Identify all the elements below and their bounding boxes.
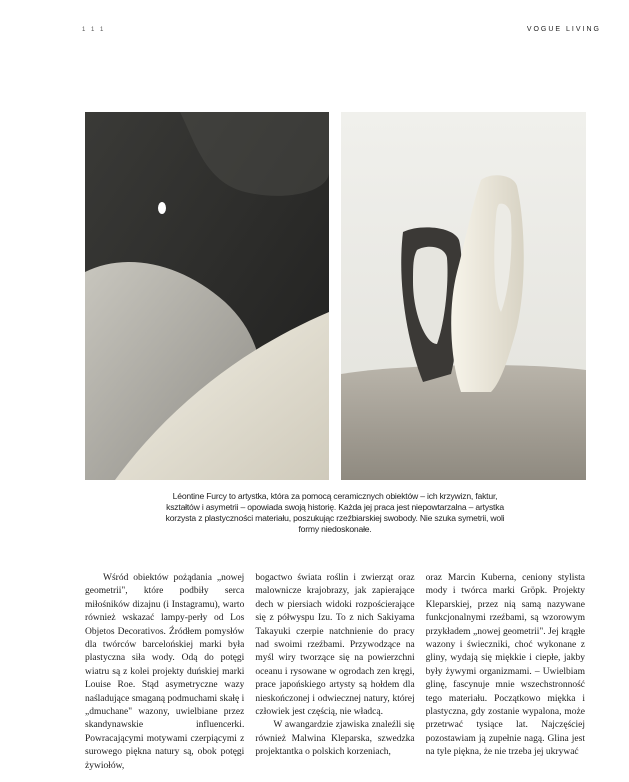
article-body [85,572,585,777]
page-folio: 1 1 1 [82,27,106,33]
article-column-3 [426,572,585,777]
article-paragraph: W awangardzie zjawiska znaleźli się również Malwina Kleparska, szwedzka projektantka o polskich korzeniach, [255,720,415,758]
article-paragraph: bogactwo świata roślin i zwierząt oraz malownicze krajobrazy, jak zapierające dech w piersiach widoki rozpościerające się z półwyspu Izu. To z nich Sakiyama Takayuki czerpie natchnienie do pracy nad swoimi rzeźbami. Przywodzące na myśl wiry tworzące się na powierzchni oceanu i rysowane w ogrodach zen kręgi, prace japońskiego artysty są hołdem dla nieskończonej i odwiecznej natury, której człowiek jest częścią, nie władcą. [255,573,415,718]
article-paragraph: oraz Marcin Kuberna, ceniony stylista mody i twórca marki Gröpk. Projekty Kleparskiej, przez nią samą nazywane funkcjonalnymi rzeźbami, są wzorowym przykładem „nowej geometrii". Jej krągłe wazony i świeczniki, choć wykonane z gliny, wydają się miękkie i ciepłe, jakby były żywymi organizmami. – Uwielbiam glinę, fascynuje mnie wszechstronność tego materiału. Początkowo miękka i plastyczna, gdy zostanie wypalona, może przetrwać tysiące lat. Najczęściej pozostawiam ją zupełnie nagą. Glina jest na tyle piękna, że nie trzeba jej ukrywać [425,573,585,758]
ceramic-closeup-illustration [85,112,329,480]
photo-caption: Léontine Furcy to artystka, która za pomocą ceramicznych obiektów – ich krzywizn, faktur, kształtów i asymetrii – opowiada swoją historię. Każda jej praca jest niepowtarzalna – artystka korzysta z plastyczności materiału, poszukując rzeźbiarskiej swobody. Nie szuka symetrii, woli formy niedoskonałe. [165,491,505,534]
magazine-name: VOGUE LIVING [526,26,601,33]
article-column-1 [85,572,244,777]
photo-ceramic-closeup [85,112,329,480]
article-column-2 [255,572,414,777]
photo-ceramic-vases [341,112,586,480]
article-paragraph: Wśród obiektów pożądania „nowej geometrii", które podbiły serca miłośników dizajnu (i Instagramu), warto również wskazać lampy-perły od Los Objetos Decorativos. Źródłem pomysłów dla twórców barcelońskiej marki była plastyczna siła wody. Odą do potęgi wiatru są z kolei projekty duńskiej marki Louise Roe. Stąd asymetryczne wazy naśladujące smaganą podmuchami skałę i „dmuchane" wazony, uwielbiane przez skandynawskie influencerki. Powracającymi motywami czerpiącymi z surowego piękna natury są, obok potęgi żywiołów, [85,573,245,771]
ceramic-vases-illustration [341,112,586,480]
